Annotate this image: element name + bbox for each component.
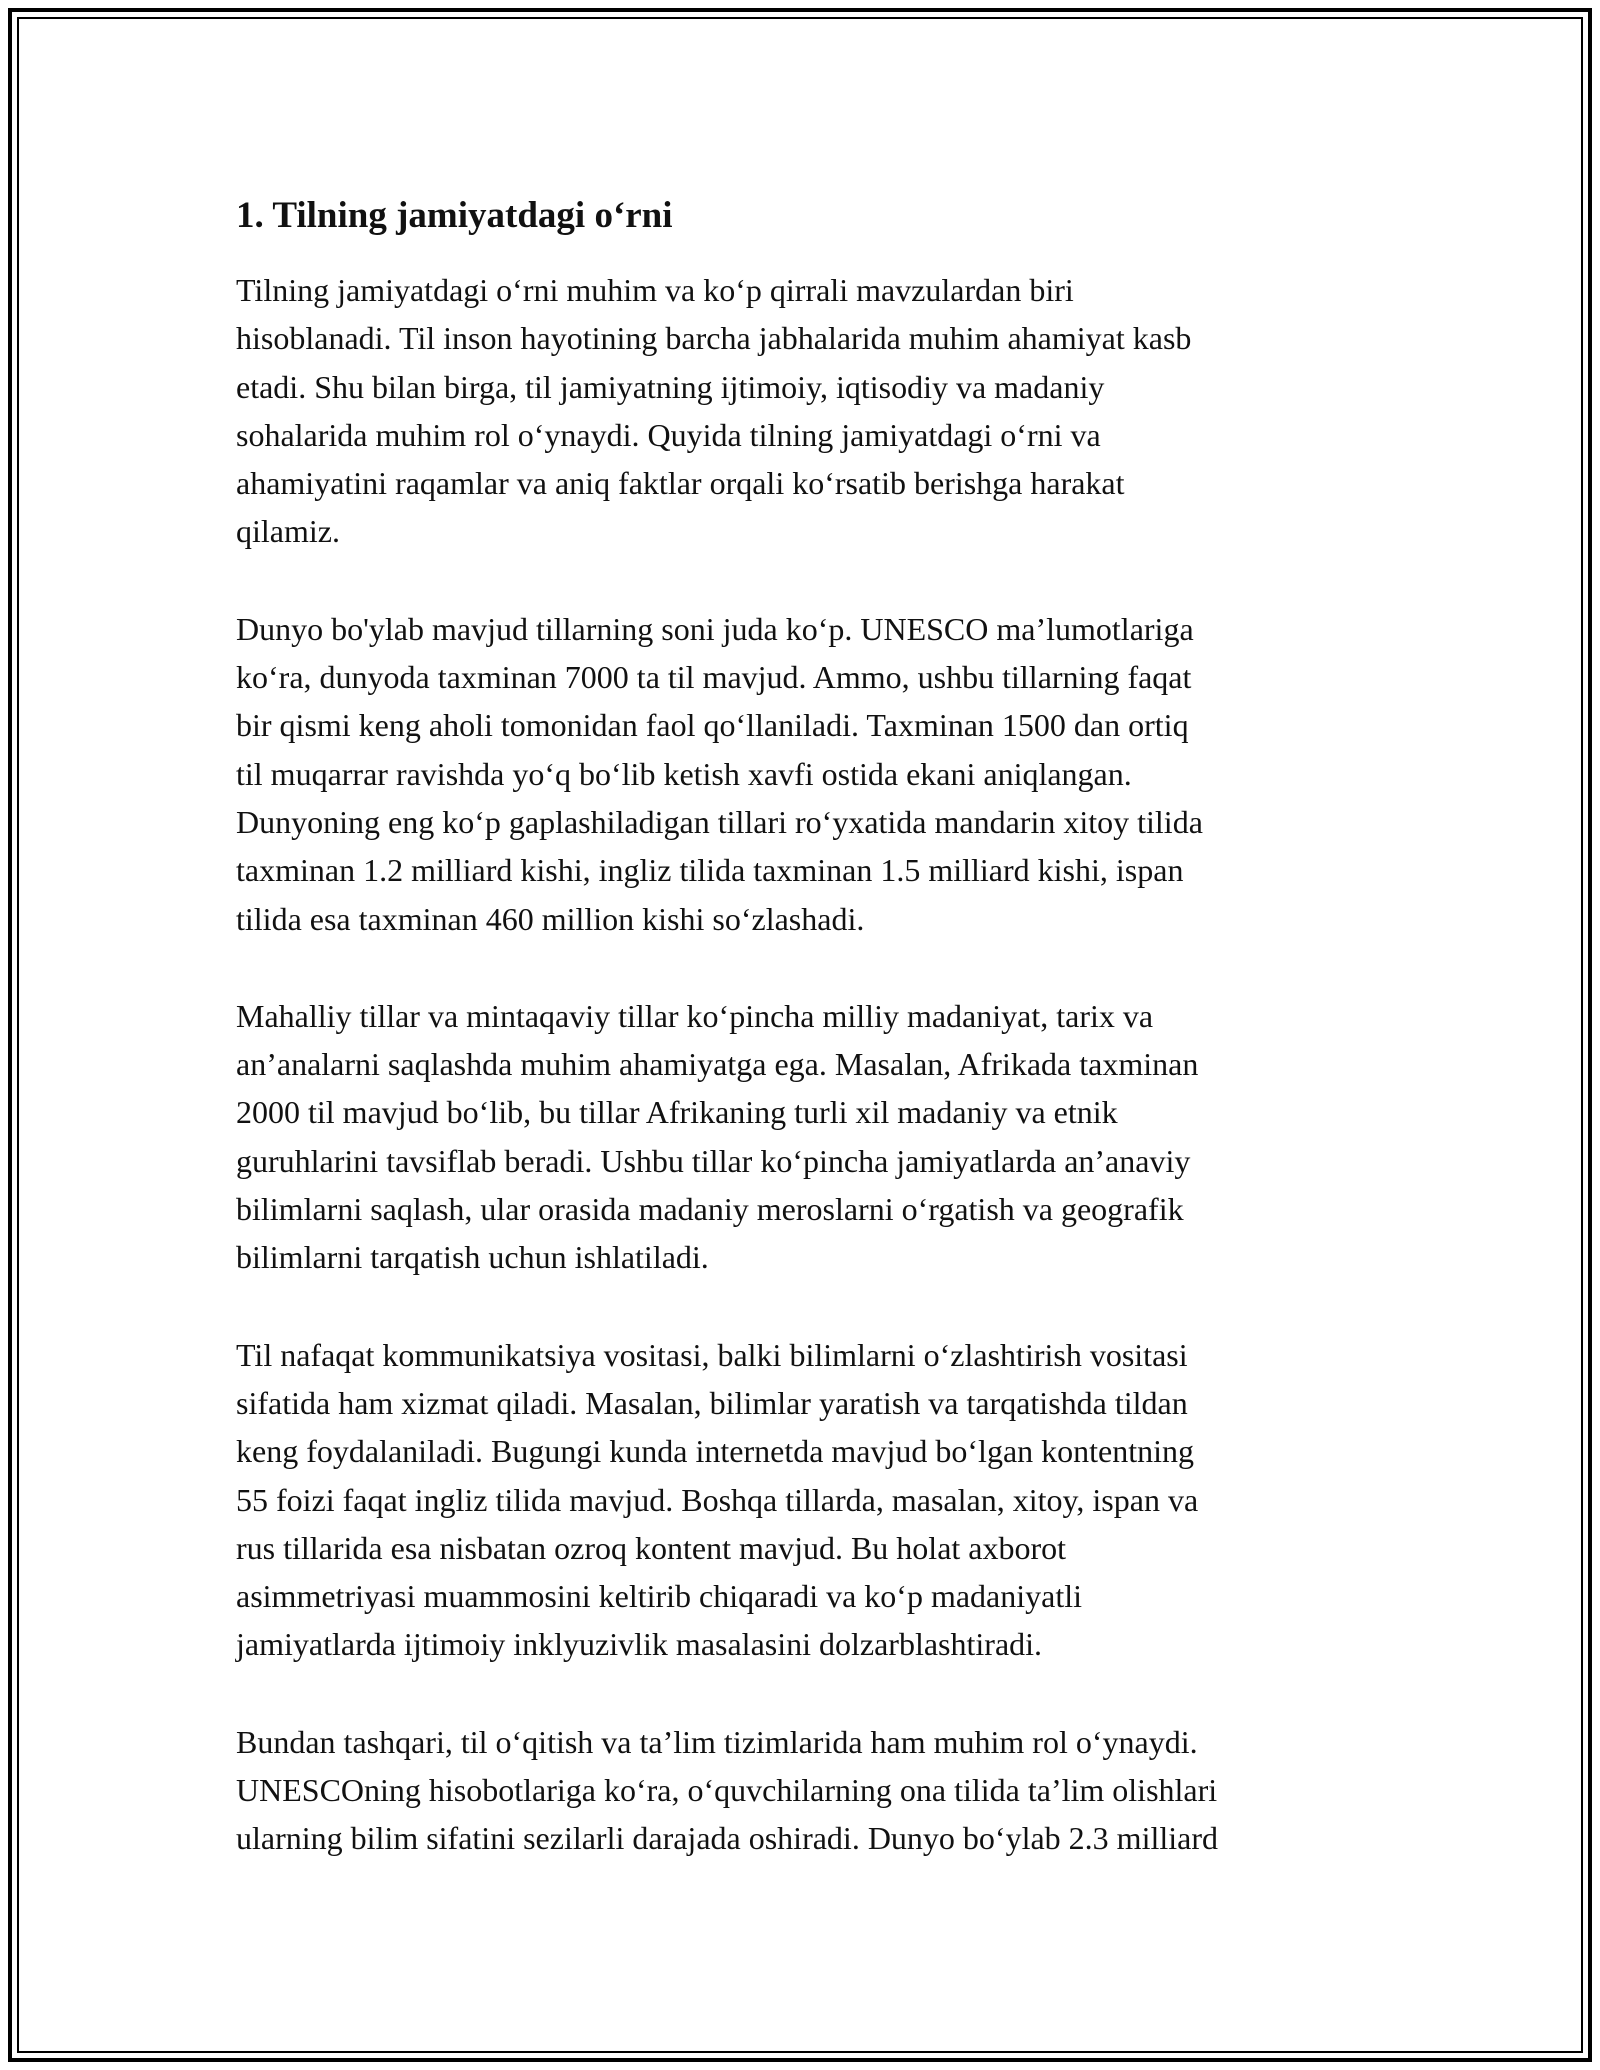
text-line: Dunyoning eng ko‘p gaplashiladigan tillari ro‘yxatida mandarin xitoy tilida xyxy=(236,803,1203,840)
text-line: taxminan 1.2 milliard kishi, ingliz tilida taxminan 1.5 milliard kishi, ispan xyxy=(236,852,1184,889)
text-line: Dunyo bo'ylab mavjud tillarning soni juda ko‘p. UNESCO ma’lumotlariga xyxy=(236,610,1194,647)
text-line: ahamiyatini raqamlar va aniq faktlar orqali ko‘rsatib berishga harakat xyxy=(236,465,1125,502)
text-line: rus tillarida esa nisbatan ozroq kontent mavjud. Bu holat axborot xyxy=(236,1529,1067,1566)
text-line: Mahalliy tillar va mintaqaviy tillar ko‘pincha milliy madaniyat, tarix va xyxy=(236,997,1154,1034)
text-line: 55 foizi faqat ingliz tilida mavjud. Boshqa tillarda, masalan, xitoy, ispan va xyxy=(236,1481,1199,1518)
text-line: bir qismi keng aholi tomonidan faol qo‘llaniladi. Taxminan 1500 dan ortiq xyxy=(236,707,1189,744)
paragraph-2 xyxy=(236,605,1376,943)
text-line: til muqarrar ravishda yo‘q bo‘lib ketish xavfi ostida ekani aniqlangan. xyxy=(236,755,1132,792)
text-line: bilimlarni saqlash, ular orasida madaniy meroslarni o‘rgatish va geografik xyxy=(236,1191,1184,1228)
text-line: sohalarida muhim rol o‘ynaydi. Quyida tilning jamiyatdagi o‘rni va xyxy=(236,416,1101,453)
text-line: Tilning jamiyatdagi o‘rni muhim va ko‘p qirrali mavzulardan biri xyxy=(236,272,1074,308)
text-line: ko‘ra, dunyoda taxminan 7000 ta til mavjud. Ammo, ushbu tillarning faqat xyxy=(236,659,1192,696)
text-line: jamiyatlarda ijtimoiy inklyuzivlik masalasini dolzarblashtiradi. xyxy=(236,1626,1043,1663)
text-line: qilamiz. xyxy=(236,513,340,550)
paragraph-5 xyxy=(236,1718,1376,1863)
text-line: UNESCOning hisobotlariga ko‘ra, o‘quvchilarning ona tilida ta’lim olishlari xyxy=(236,1772,1218,1809)
section-heading: 1. Tilning jamiyatdagi o‘rni xyxy=(236,195,673,236)
text-line: Til nafaqat kommunikatsiya vositasi, balki bilimlarni o‘zlashtirish vositasi xyxy=(236,1336,1188,1373)
document-body xyxy=(236,188,1376,1912)
text-line: tilida esa taxminan 460 million kishi so‘zlashadi. xyxy=(236,900,865,937)
paragraph-3 xyxy=(236,992,1376,1282)
text-line: bilimlarni tarqatish uchun ishlatiladi. xyxy=(236,1239,709,1276)
paragraph-4 xyxy=(236,1331,1376,1669)
text-line: 2000 til mavjud bo‘lib, bu tillar Afrikaning turli xil madaniy va etnik xyxy=(236,1094,1118,1131)
text-line: keng foydalaniladi. Bugungi kunda internetda mavjud bo‘lgan kontentning xyxy=(236,1433,1195,1470)
text-line: hisoblanadi. Til inson hayotining barcha jabhalarida muhim ahamiyat kasb xyxy=(236,320,1192,357)
text-line: etadi. Shu bilan birga, til jamiyatning ijtimoiy, iqtisodiy va madaniy xyxy=(236,368,1105,405)
paragraph-1 xyxy=(236,266,1376,556)
text-line: guruhlarini tavsiflab beradi. Ushbu tillar ko‘pincha jamiyatlarda an’anaviy xyxy=(236,1142,1191,1179)
text-line: an’analarni saqlashda muhim ahamiyatga ega. Masalan, Afrikada taxminan xyxy=(236,1046,1199,1083)
text-line: ularning bilim sifatini sezilarli darajada oshiradi. Dunyo bo‘ylab 2.3 milliard xyxy=(236,1820,1218,1857)
text-line: Bundan tashqari, til o‘qitish va ta’lim tizimlarida ham muhim rol o‘ynaydi. xyxy=(236,1723,1198,1760)
text-line: asimmetriyasi muammosini keltirib chiqaradi va ko‘p madaniyatli xyxy=(236,1578,1083,1615)
text-line: sifatida ham xizmat qiladi. Masalan, bilimlar yaratish va tarqatishda tildan xyxy=(236,1384,1188,1421)
